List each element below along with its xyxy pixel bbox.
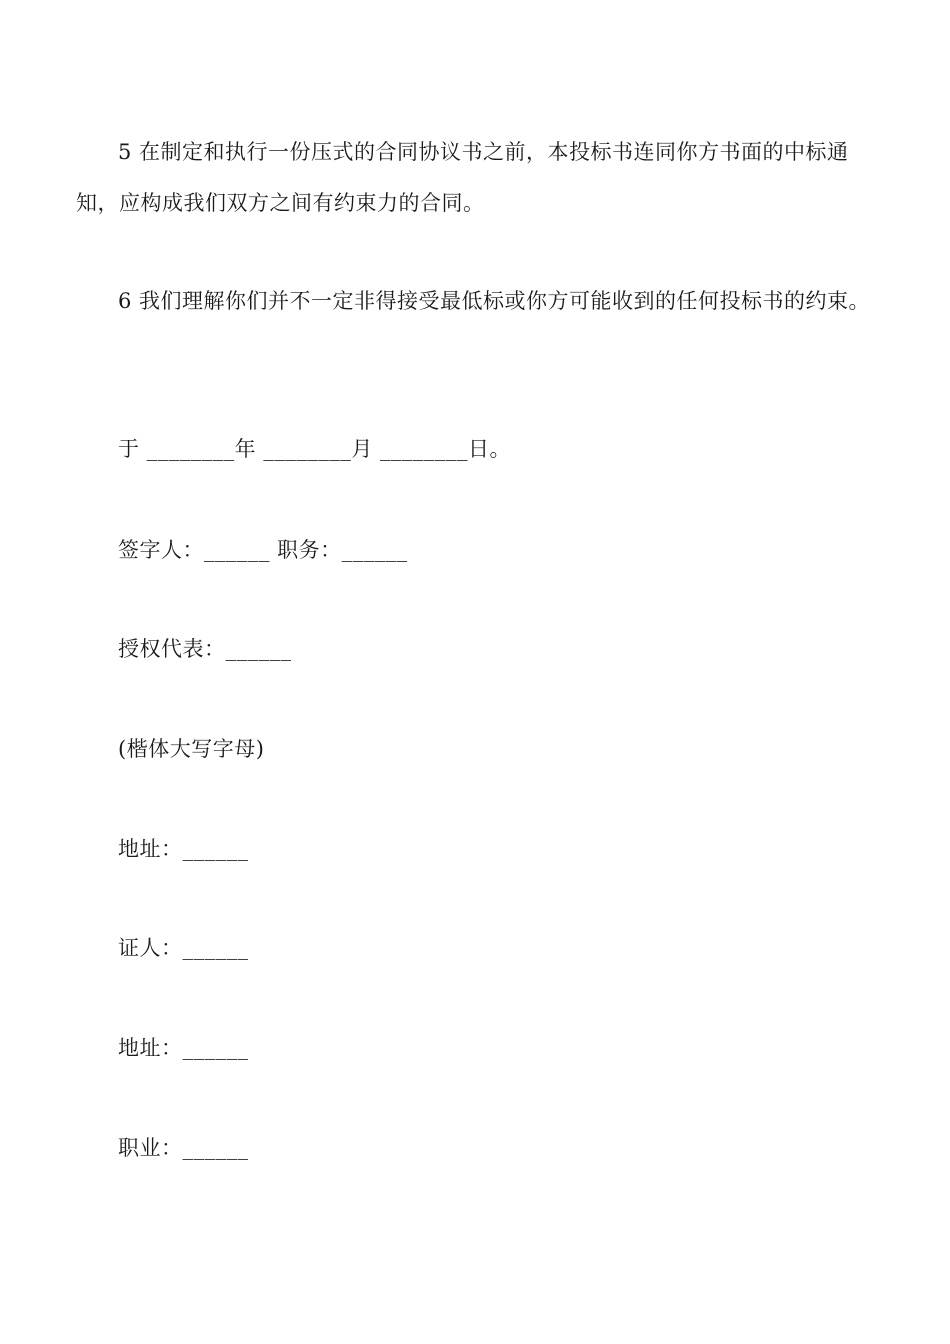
address-line-1: 地址：______ xyxy=(118,837,249,861)
clause-6-paragraph: 6 我们理解你们并不一定非得接受最低标或你方可能收到的任何投标书的约束。 xyxy=(118,289,871,313)
occupation-line: 职业：______ xyxy=(118,1136,249,1160)
signer-title-line: 签字人：______ 职务：______ xyxy=(118,538,408,562)
witness-line: 证人：______ xyxy=(118,936,249,960)
authorized-representative-line: 授权代表：______ xyxy=(118,637,292,661)
clause-5-paragraph: 5 在制定和执行一份压式的合同协议书之前，本投标书连同你方书面的中标通知，应构成我们双方之间有约束力的合同。 xyxy=(76,140,849,215)
address-line-2: 地址：______ xyxy=(118,1036,249,1060)
date-line: 于 ________年 ________月 ________日。 xyxy=(118,437,512,461)
block-capitals-note: (楷体大写字母) xyxy=(118,737,265,761)
